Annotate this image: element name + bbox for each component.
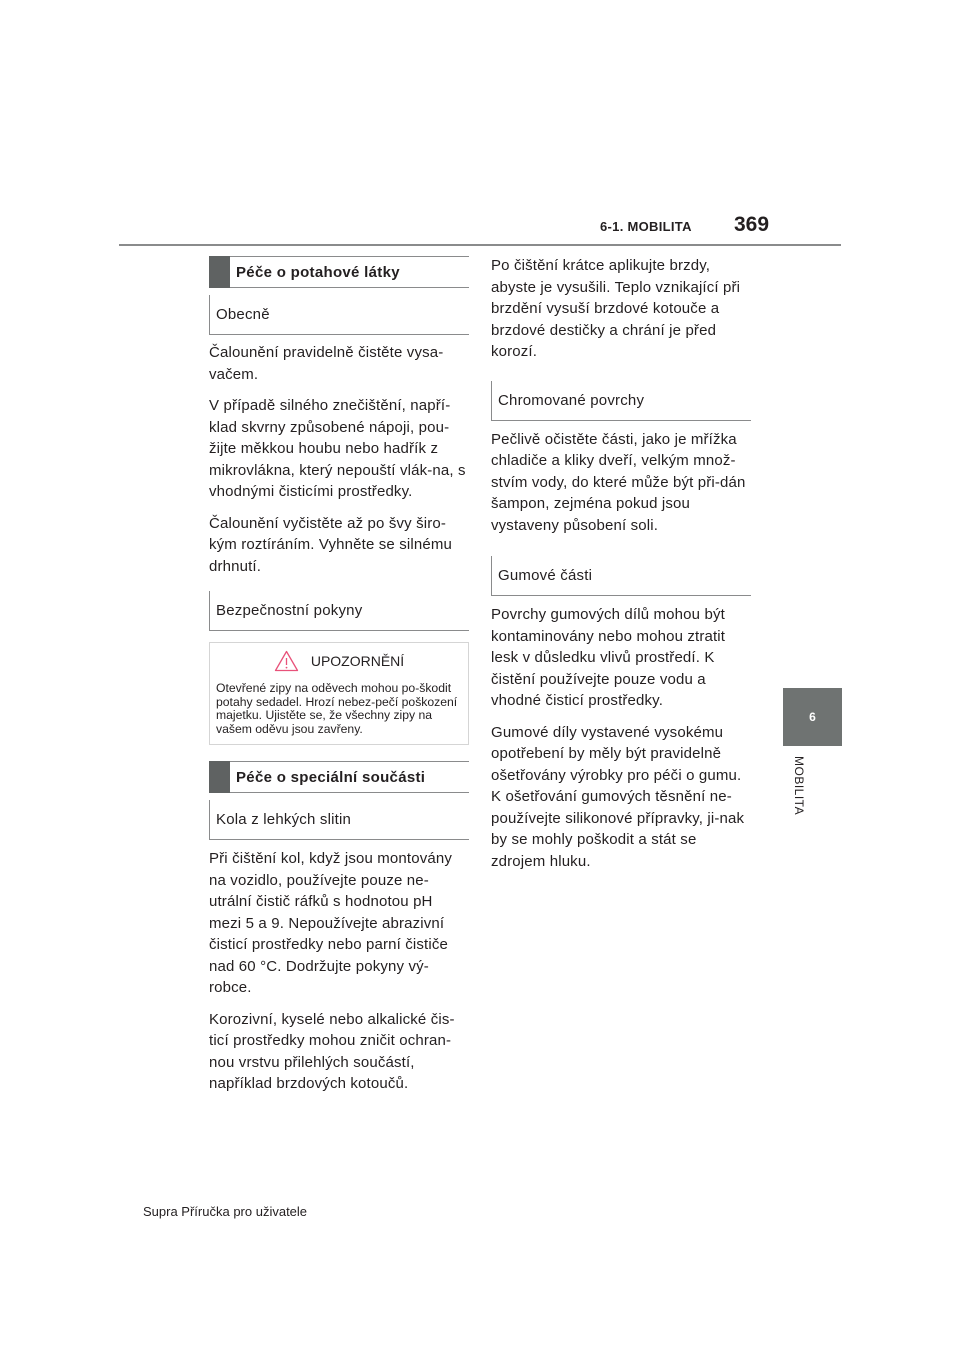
section-title: 6-1. MOBILITA xyxy=(600,219,692,234)
paragraph: Po čištění krátce aplikujte brzdy, abyste je vysušili. Teplo vznikající při brzdění vysuší brzdové kotouče a brzdové destičky a chrání je před korozí. xyxy=(491,257,741,360)
subheading: Obecně xyxy=(209,295,469,335)
warning-text: Otevřené zipy na oděvech mohou po-škodit potahy sedadel. Hrozí nebez-pečí poškození majetku. Ujistěte se, že všechny zipy na vašem oděvu jsou zavřeny. xyxy=(216,681,458,736)
paragraph: Při čištění kol, když jsou montovány na vozidlo, používejte pouze ne-utrální čistič ráfků s hodnotou pH mezi 5 a 9. Nepoužívejte abrazivní čisticí prostředky nebo parní čističe nad 60 °C. Dodržujte pokyny vý-robce. xyxy=(209,850,452,996)
right-column xyxy=(491,256,751,872)
page-number: 369 xyxy=(734,213,770,236)
paragraph: Povrchy gumových dílů mohou být kontaminovány nebo mohou ztratit lesk v důsledku vlivů prostředí. K čistění používejte pouze vodu a vhodné čisticí prostředky. xyxy=(491,606,726,709)
paragraph: Čalounění vyčistěte až po švy širo-kým roztíráním. Vyhněte se silnému drhnutí. xyxy=(209,514,452,575)
section-heading xyxy=(209,256,469,288)
section-heading xyxy=(209,761,469,793)
heading-text: Péče o speciální součásti xyxy=(236,768,426,786)
chapter-label: MOBILITA xyxy=(792,756,806,816)
paragraph: Pečlivě očistěte části, jako je mřížka chladiče a kliky dveří, velkým množ-stvím vody, do které může být při-dán šampon, zejména pokud jsou vystaveny působení soli. xyxy=(491,430,746,534)
warning-header xyxy=(216,650,462,672)
subheading: Bezpečnostní pokyny xyxy=(209,591,469,631)
warning-triangle-icon xyxy=(274,650,299,672)
heading-marker xyxy=(209,761,230,793)
subheading: Chromované povrchy xyxy=(491,381,751,421)
subheading: Kola z lehkých slitin xyxy=(209,800,469,840)
warning-box xyxy=(209,642,469,745)
chapter-tab[interactable] xyxy=(783,688,842,746)
left-column xyxy=(209,256,469,1095)
paragraph: Gumové díly vystavené vysokému opotřebení by měly být pravidelně ošetřovány výrobky pro péči o gumu. K ošetřování gumových těsnění ne-používejte silikonové přípravky, ji-nak by se mohly poškodit a stát se zdrojem hluku. xyxy=(491,723,745,870)
heading-marker xyxy=(209,256,230,288)
paragraph: Čalounění pravidelně čistěte vysa-vačem. xyxy=(209,344,444,383)
heading-text: Péče o potahové látky xyxy=(236,263,400,281)
paragraph: V případě silného znečištění, napří-klad skvrny způsobené nápoji, pou-žijte měkkou houbu nebo hadřík z mikrovlákna, který nepouští vlák-na, s vhodnými čisticími prostředky. xyxy=(209,397,466,500)
chapter-number: 6 xyxy=(809,710,816,724)
paragraph: Korozivní, kyselé nebo alkalické čis-ticí prostředky mohou zničit ochran-nou vrstvu přilehlých součástí, například brzdových kotoučů. xyxy=(209,1010,455,1092)
warning-title: UPOZORNĚNÍ xyxy=(310,653,405,669)
subheading: Gumové části xyxy=(491,556,751,596)
footer-text: Supra Příručka pro uživatele xyxy=(143,1204,308,1219)
header-divider xyxy=(119,244,841,246)
